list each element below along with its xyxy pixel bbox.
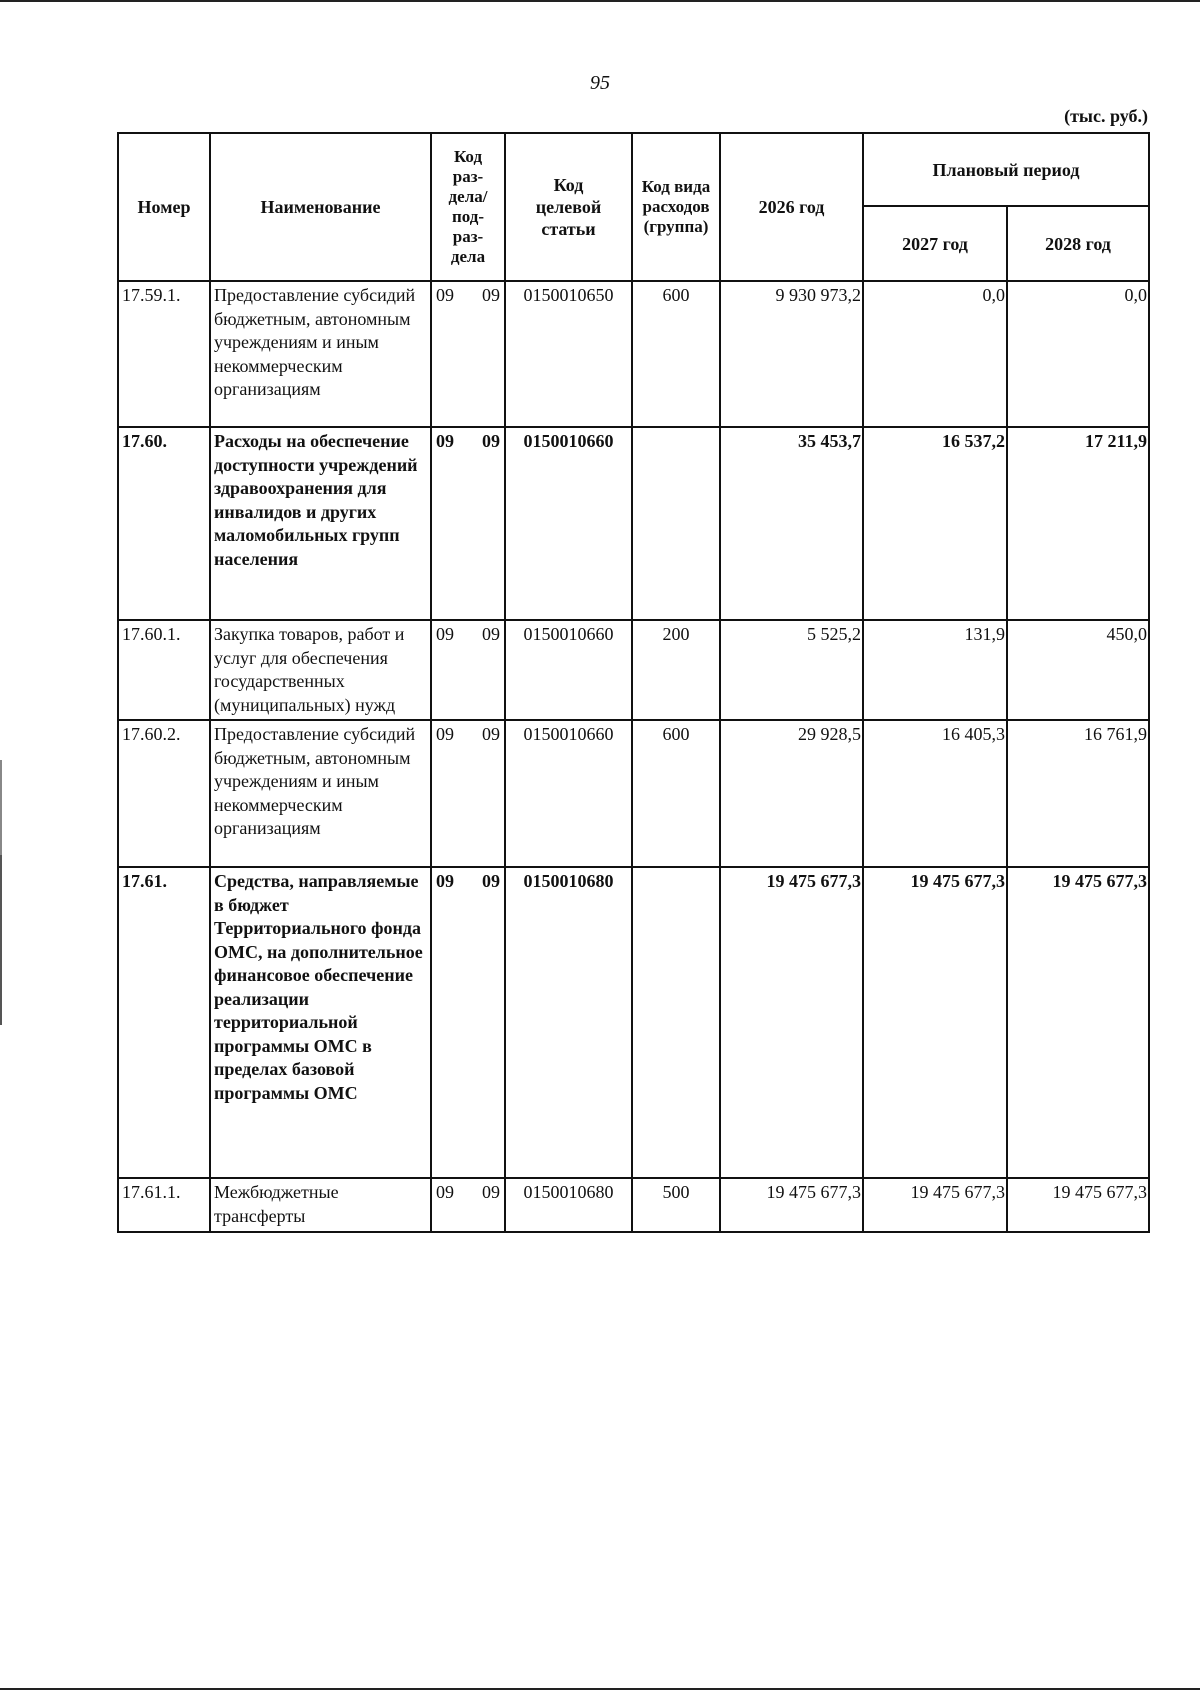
- row-number: 17.60.1.: [118, 620, 210, 720]
- budget-table: [117, 132, 1150, 1233]
- row-value-2026: 19 475 677,3: [720, 1178, 863, 1232]
- row-target-code: 0150010650: [505, 281, 632, 427]
- row-value-2027: 131,9: [863, 620, 1007, 720]
- header-section-code-line: Код: [453, 147, 483, 166]
- row-target-code: 0150010660: [505, 427, 632, 620]
- header-target-code-line: статьи: [541, 219, 596, 239]
- header-expense-type: [632, 133, 720, 281]
- row-value-2027: 0,0: [863, 281, 1007, 427]
- row-target-code: 0150010660: [505, 620, 632, 720]
- row-value-2028: 16 761,9: [1007, 720, 1149, 867]
- header-name: Наименование: [210, 133, 431, 281]
- header-number: Номер: [118, 133, 210, 281]
- row-name: Закупка товаров, работ и услуг для обеспечения государственных (муниципальных) нужд: [210, 620, 431, 720]
- row-number: 17.61.: [118, 867, 210, 1178]
- header-target-code: [505, 133, 632, 281]
- header-section-code-line: под-: [451, 207, 485, 226]
- row-subsection: 09: [482, 624, 500, 644]
- row-name: Предоставление субсидий бюджетным, автономным учреждениям и иным некоммерческим организациям: [210, 720, 431, 867]
- row-value-2026: 29 928,5: [720, 720, 863, 867]
- row-subsection: 09: [482, 285, 500, 305]
- header-target-code-line: целевой: [535, 197, 602, 217]
- row-expense-type: 600: [632, 281, 720, 427]
- header-expense-type-line: расходов: [642, 197, 710, 216]
- header-section-code-line: раз-: [452, 227, 484, 246]
- row-name: Средства, направляемые в бюджет Территориального фонда ОМС, на дополнительное финансовое обеспечение реализации территориальной программы ОМС в пределах базовой программы ОМС: [210, 867, 431, 1178]
- header-year-2028: 2028 год: [1007, 206, 1149, 281]
- row-value-2027: 16 537,2: [863, 427, 1007, 620]
- table-row: [118, 281, 1149, 427]
- page-number: 95: [590, 72, 610, 94]
- row-value-2028: 450,0: [1007, 620, 1149, 720]
- row-section: 09: [436, 285, 454, 305]
- table-row: [118, 427, 1149, 620]
- row-number: 17.59.1.: [118, 281, 210, 427]
- row-value-2028: 0,0: [1007, 281, 1149, 427]
- row-expense-type: 600: [632, 720, 720, 867]
- header-year-2026: 2026 год: [720, 133, 863, 281]
- row-expense-type: 500: [632, 1178, 720, 1232]
- row-name: Межбюджетные трансферты: [210, 1178, 431, 1232]
- header-expense-type-line: Код вида: [641, 177, 711, 196]
- row-name: Расходы на обеспечение доступности учреждений здравоохранения для инвалидов и других маломобильных групп населения: [210, 427, 431, 620]
- row-expense-type: [632, 427, 720, 620]
- header-section-code-line: дела/: [448, 187, 488, 206]
- header-section-code: [431, 133, 505, 281]
- row-subsection: 09: [482, 431, 500, 451]
- table-row: [118, 620, 1149, 720]
- row-section: 09: [436, 1182, 454, 1202]
- row-name: Предоставление субсидий бюджетным, автономным учреждениям и иным некоммерческим организациям: [210, 281, 431, 427]
- row-number: 17.61.1.: [118, 1178, 210, 1232]
- row-subsection: 09: [482, 1182, 500, 1202]
- row-value-2026: 19 475 677,3: [720, 867, 863, 1178]
- header-year-2027: 2027 год: [863, 206, 1007, 281]
- row-value-2027: 19 475 677,3: [863, 867, 1007, 1178]
- row-expense-type: 200: [632, 620, 720, 720]
- row-section: 09: [436, 871, 454, 891]
- row-value-2026: 9 930 973,2: [720, 281, 863, 427]
- scan-left-mark: [0, 760, 2, 855]
- row-section-code: [431, 1178, 505, 1232]
- row-target-code: 0150010680: [505, 1178, 632, 1232]
- row-section: 09: [436, 624, 454, 644]
- row-subsection: 09: [482, 724, 500, 744]
- header-target-code-line: Код: [553, 175, 584, 195]
- header-section-code-line: дела: [450, 247, 486, 266]
- row-subsection: 09: [482, 871, 500, 891]
- row-section-code: [431, 720, 505, 867]
- row-value-2026: 35 453,7: [720, 427, 863, 620]
- scan-left-mark: [0, 855, 2, 1025]
- row-section-code: [431, 867, 505, 1178]
- row-section: 09: [436, 431, 454, 451]
- row-target-code: 0150010660: [505, 720, 632, 867]
- row-value-2028: 19 475 677,3: [1007, 1178, 1149, 1232]
- row-number: 17.60.: [118, 427, 210, 620]
- header-section-code-line: раз-: [452, 167, 484, 186]
- row-value-2027: 16 405,3: [863, 720, 1007, 867]
- row-value-2026: 5 525,2: [720, 620, 863, 720]
- row-value-2028: 17 211,9: [1007, 427, 1149, 620]
- table-row: [118, 720, 1149, 867]
- row-section-code: [431, 620, 505, 720]
- row-number: 17.60.2.: [118, 720, 210, 867]
- row-value-2027: 19 475 677,3: [863, 1178, 1007, 1232]
- table-row: [118, 867, 1149, 1178]
- row-section: 09: [436, 724, 454, 744]
- scan-bottom-edge: [0, 1688, 1200, 1690]
- row-value-2028: 19 475 677,3: [1007, 867, 1149, 1178]
- row-section-code: [431, 281, 505, 427]
- table-row: [118, 1178, 1149, 1232]
- row-expense-type: [632, 867, 720, 1178]
- row-section-code: [431, 427, 505, 620]
- scan-top-edge: [0, 0, 1200, 2]
- units-label: (тыс. руб.): [1064, 106, 1148, 126]
- header-planned-period: Плановый период: [863, 133, 1149, 206]
- row-target-code: 0150010680: [505, 867, 632, 1178]
- header-expense-type-line: (группа): [643, 217, 709, 236]
